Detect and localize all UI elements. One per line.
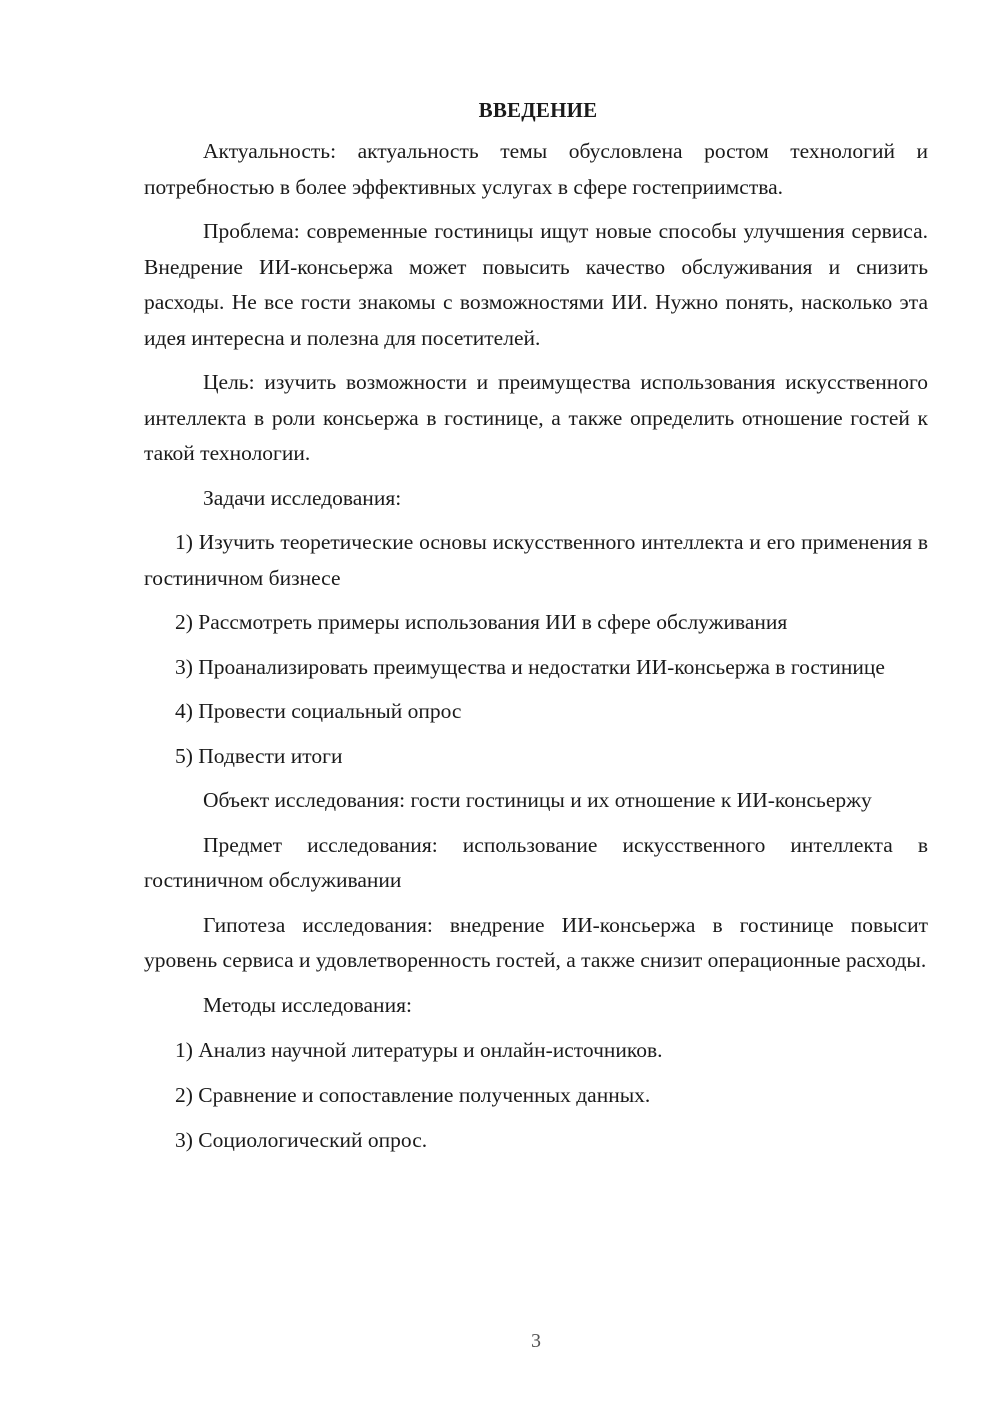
methods-title: Методы исследования: bbox=[203, 992, 412, 1017]
task-item-1: 1) Изучить теоретические основы искусственного интеллекта и его применения в гостиничном бизнесе bbox=[144, 530, 928, 590]
section-heading: ВВЕДЕНИЕ bbox=[478, 98, 598, 122]
task-item-2: 2) Рассмотреть примеры использования ИИ в сфере обслуживания bbox=[175, 610, 788, 634]
subject-paragraph: Предмет исследования: использование искусственного интеллекта в гостиничном обслуживании bbox=[144, 832, 928, 892]
object-paragraph: Объект исследования: гости гостиницы и их отношение к ИИ-консьержу bbox=[203, 788, 872, 812]
goal-paragraph: Цель: изучить возможности и преимущества использования искусственного интеллекта в роли консьержа в гостинице, а также определить отношение гостей к такой технологии. bbox=[144, 370, 928, 465]
problem-paragraph: Проблема: современные гостиницы ищут новые способы улучшения сервиса. Внедрение ИИ-консьержа может повысить качество обслуживания и снизить расходы. Не все гости знакомы с возможностями ИИ. Нужно понять, насколько эта идея интересна и полезна для посетителей. bbox=[144, 219, 928, 350]
task-item-5: 5) Подвести итоги bbox=[175, 743, 343, 768]
method-item-1: 1) Анализ научной литературы и онлайн-источников. bbox=[175, 1037, 663, 1062]
method-item-3: 3) Социологический опрос. bbox=[175, 1127, 428, 1152]
tasks-title: Задачи исследования: bbox=[203, 485, 402, 510]
hypothesis-paragraph: Гипотеза исследования: внедрение ИИ-консьержа в гостинице повысит уровень сервиса и удовлетворенность гостей, а также снизит операционные расходы. bbox=[144, 912, 928, 972]
page-number: 3 bbox=[531, 1330, 541, 1352]
page-body bbox=[144, 88, 928, 1158]
task-item-3: 3) Проанализировать преимущества и недостатки ИИ-консьержа в гостинице bbox=[175, 654, 885, 679]
method-item-2: 2) Сравнение и сопоставление полученных данных. bbox=[175, 1082, 651, 1107]
relevance-paragraph: Актуальность: актуальность темы обусловлена ростом технологий и потребностью в более эффективных услугах в сфере гостеприимства. bbox=[144, 139, 928, 199]
task-item-4: 4) Провести социальный опрос bbox=[175, 699, 462, 723]
